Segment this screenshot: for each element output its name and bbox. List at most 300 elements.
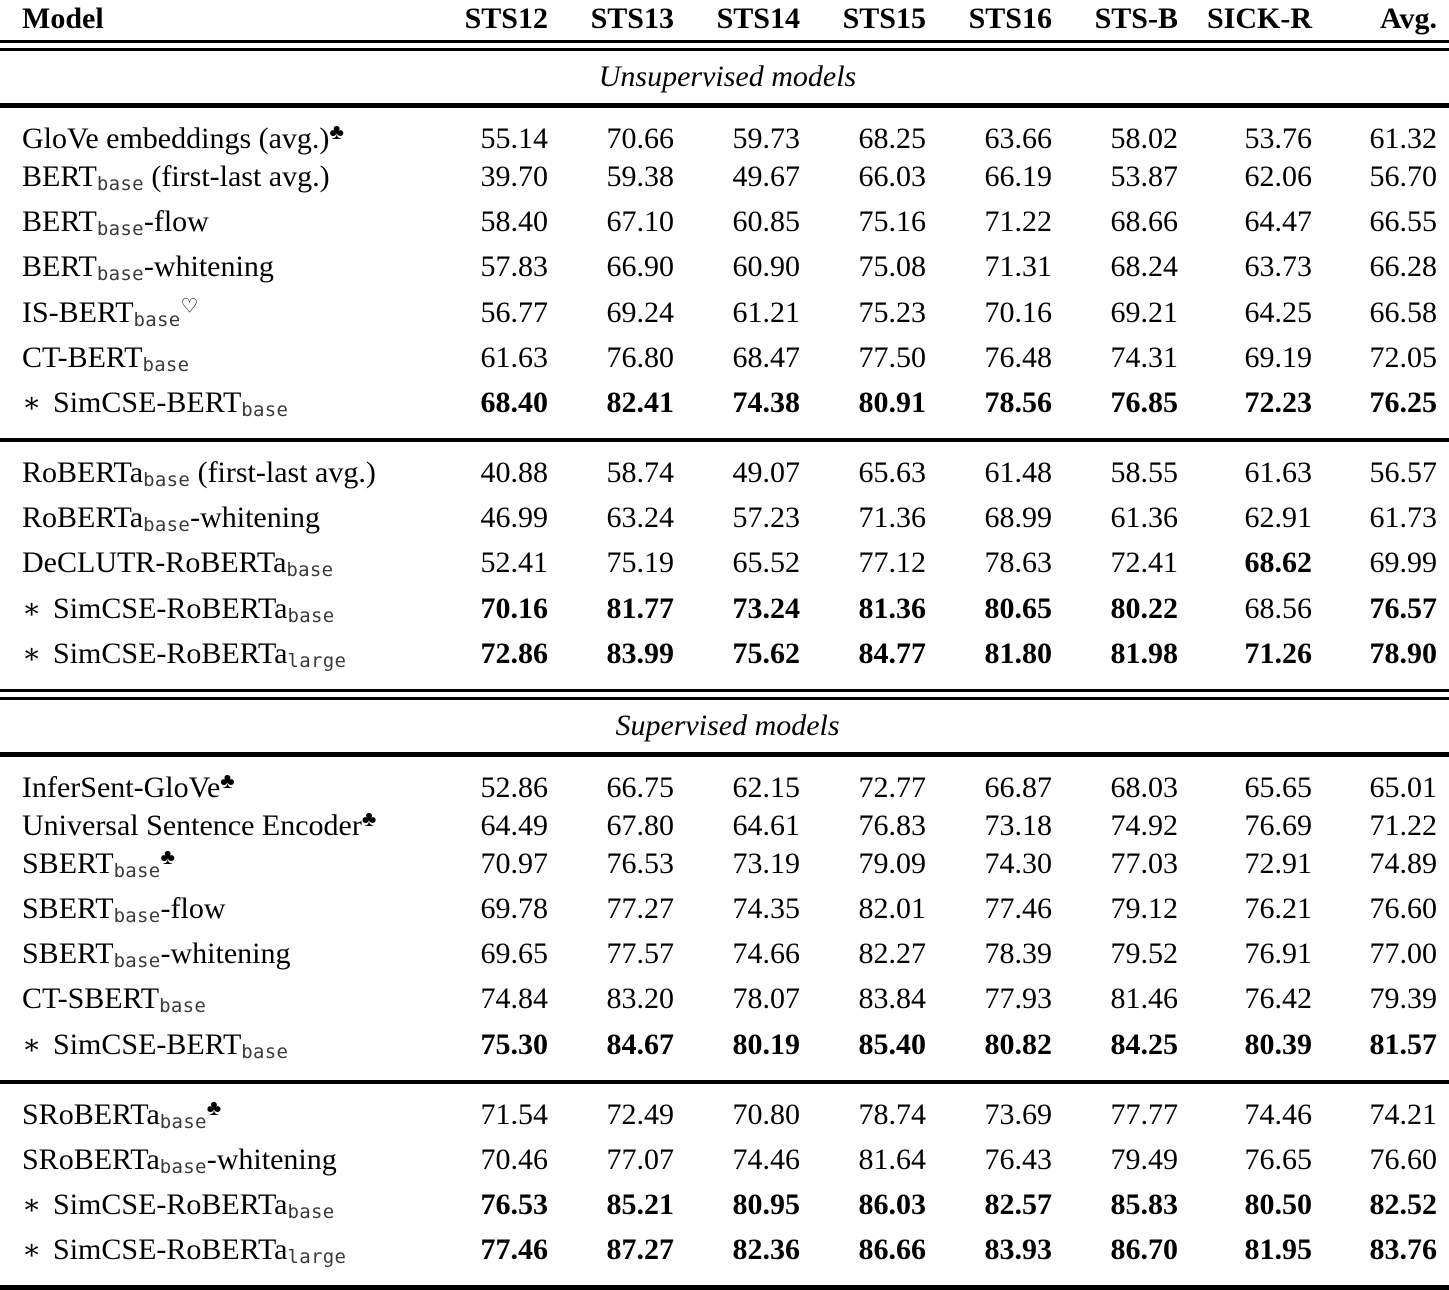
model-name-cell [0, 499, 440, 544]
score-cell-sts12: 55.14 [480, 122, 548, 155]
model-name-text: SBERT [22, 937, 114, 971]
score-cell-sick-r: 72.23 [1244, 385, 1312, 419]
score-cell-sts16: 77.46 [984, 892, 1052, 926]
score-cell-sts16: 78.56 [984, 385, 1052, 419]
score-cell-sts14: 75.62 [732, 636, 800, 670]
heart-marker-icon: ♡ [180, 294, 199, 317]
score-cell-sts-b: 79.52 [1110, 937, 1178, 971]
score-cell-sick-r: 68.56 [1244, 591, 1312, 625]
model-name-text: SRoBERTa [22, 1142, 160, 1176]
score-cell-sts14: 78.07 [732, 982, 800, 1016]
score-cell-sts16: 83.93 [984, 1233, 1052, 1267]
model-size-subscript: base [241, 399, 289, 422]
score-cell-sts15: 79.09 [858, 846, 926, 880]
score-cell-sts-b: 77.77 [1110, 1097, 1178, 1131]
score-cell-avg-: 66.28 [1369, 250, 1437, 284]
score-cell-sts12: 69.78 [480, 892, 548, 926]
model-name-suffix: -flow [160, 892, 226, 926]
score-cell-sts12: 61.63 [480, 340, 548, 374]
section-label-row [0, 51, 1449, 106]
section-bottom-gap-cell [0, 680, 1449, 689]
table-row [0, 769, 1449, 807]
model-name-cell [0, 935, 440, 980]
model-size-subscript: base [159, 995, 207, 1018]
score-cell-sick-r: 53.76 [1244, 122, 1312, 155]
table-row [0, 384, 1449, 429]
score-cell-sts-b: 53.87 [1110, 160, 1178, 193]
score-cell-sts16: 73.18 [984, 808, 1052, 842]
score-cell-sick-r: 63.73 [1244, 250, 1312, 284]
our-model-star-icon: ∗ [22, 387, 49, 419]
table-row [0, 1026, 1449, 1071]
model-name-cell [0, 1186, 440, 1231]
score-cell-sts14: 60.85 [732, 205, 800, 239]
model-name-text: SimCSE-RoBERTa [53, 1188, 288, 1222]
club-marker-icon: ♣ [160, 843, 175, 869]
score-cell-sts-b: 68.66 [1110, 205, 1178, 239]
score-cell-sts16: 66.19 [984, 160, 1052, 193]
score-cell-sts15: 82.01 [858, 892, 926, 926]
model-size-subscript: base [96, 218, 144, 241]
score-cell-sts16: 82.57 [984, 1188, 1052, 1222]
score-cell-sts12: 56.77 [480, 295, 548, 329]
model-name-text: GloVe embeddings (avg.) [22, 122, 330, 155]
model-name-cell [0, 158, 440, 203]
section-top-gap-cell [0, 757, 1449, 769]
score-cell-avg-: 79.39 [1369, 982, 1437, 1016]
score-cell-avg-: 76.60 [1369, 892, 1437, 926]
table-row [0, 635, 1449, 680]
table-row [0, 890, 1449, 935]
section-bottom-gap [0, 680, 1449, 689]
score-cell-sts-b: 81.98 [1110, 636, 1178, 670]
score-cell-sts-b: 77.03 [1110, 846, 1178, 880]
score-cell-sts12: 64.49 [480, 808, 548, 842]
score-cell-sts16: 76.43 [984, 1142, 1052, 1176]
section-bottom-gap-cell [0, 1276, 1449, 1288]
score-cell-sts-b: 76.85 [1110, 385, 1178, 419]
score-cell-sts16: 80.82 [984, 1027, 1052, 1061]
score-cell-sts14: 49.07 [732, 456, 800, 490]
group-gap-below [0, 442, 1449, 454]
score-cell-sts12: 70.16 [480, 591, 548, 625]
model-name-text: DeCLUTR-RoBERTa [22, 546, 287, 580]
table-row [0, 935, 1449, 980]
table-row [0, 339, 1449, 384]
score-cell-sts15: 75.08 [858, 250, 926, 284]
model-name-cell [0, 203, 440, 248]
score-cell-sts12: 58.40 [480, 205, 548, 239]
score-cell-sts16: 78.63 [984, 546, 1052, 580]
model-name-cell [0, 1231, 440, 1276]
score-cell-sts13: 87.27 [606, 1233, 674, 1267]
section-label: Supervised models [615, 708, 840, 742]
score-cell-sts-b: 81.46 [1110, 982, 1178, 1016]
score-cell-sts14: 60.90 [732, 250, 800, 284]
table-row [0, 499, 1449, 544]
model-name-text: SimCSE-RoBERTa [53, 636, 288, 670]
group-gap-below-cell [0, 442, 1449, 454]
score-cell-sts14: 62.15 [732, 770, 800, 804]
model-size-subscript: base [287, 1201, 335, 1224]
score-cell-sts15: 83.84 [858, 982, 926, 1016]
score-cell-avg-: 77.00 [1369, 937, 1437, 971]
model-name-cell [0, 544, 440, 589]
score-cell-sts12: 74.84 [480, 982, 548, 1016]
score-cell-sts14: 73.19 [732, 846, 800, 880]
model-name-cell [0, 384, 440, 429]
model-name-cell [0, 769, 440, 807]
score-cell-sts16: 76.48 [984, 340, 1052, 374]
model-size-subscript: base [96, 263, 144, 286]
score-cell-sts16: 68.99 [984, 501, 1052, 535]
score-cell-sts12: 52.86 [480, 770, 548, 804]
club-marker-icon: ♣ [329, 118, 344, 144]
score-cell-sts12: 68.40 [480, 385, 548, 419]
score-cell-sts14: 64.61 [732, 808, 800, 842]
score-cell-sts12: 70.97 [480, 846, 548, 880]
section-label-row [0, 700, 1449, 755]
model-size-subscript: base [143, 514, 191, 537]
column-header-model: Model [22, 2, 104, 35]
section-double-rule [0, 689, 1449, 700]
score-cell-sts14: 80.95 [732, 1188, 800, 1222]
score-cell-sts13: 76.53 [606, 846, 674, 880]
score-cell-sts-b: 72.41 [1110, 546, 1178, 580]
header-double-rule-cell [0, 40, 1449, 51]
score-cell-sts12: 57.83 [480, 250, 548, 284]
score-cell-sts12: 52.41 [480, 546, 548, 580]
club-marker-icon: ♣ [361, 805, 377, 831]
score-cell-sick-r: 65.65 [1244, 770, 1312, 804]
score-cell-sts14: 82.36 [732, 1233, 800, 1267]
model-size-subscript: base [113, 905, 161, 928]
score-cell-sts16: 80.65 [984, 591, 1052, 625]
score-cell-sts15: 82.27 [858, 937, 926, 971]
score-cell-sts13: 83.20 [606, 982, 674, 1016]
score-cell-sts15: 85.40 [858, 1027, 926, 1061]
model-name-cell [0, 294, 440, 339]
table-row [0, 544, 1449, 589]
score-cell-sts-b: 58.02 [1110, 122, 1178, 155]
column-header-sts13: STS13 [590, 2, 674, 35]
score-cell-sts12: 71.54 [480, 1097, 548, 1131]
model-name-text: SimCSE-RoBERTa [53, 1233, 288, 1267]
section-top-gap-cell [0, 108, 1449, 120]
score-cell-sts12: 40.88 [480, 456, 548, 490]
score-cell-sts-b: 58.55 [1110, 456, 1178, 490]
score-cell-sts15: 75.16 [858, 205, 926, 239]
score-cell-sts14: 73.24 [732, 591, 800, 625]
score-cell-sts13: 63.24 [606, 501, 674, 535]
table-header-row [0, 0, 1449, 40]
model-size-subscript: base [241, 1040, 289, 1063]
score-cell-avg-: 66.55 [1369, 205, 1437, 239]
score-cell-sts-b: 74.92 [1110, 808, 1178, 842]
score-cell-sick-r: 72.91 [1244, 846, 1312, 880]
score-cell-avg-: 61.32 [1369, 122, 1437, 155]
score-cell-avg-: 56.57 [1369, 456, 1437, 490]
score-cell-avg-: 61.73 [1369, 501, 1437, 535]
score-cell-sts13: 76.80 [606, 340, 674, 374]
model-size-subscript: base [159, 1156, 207, 1179]
score-cell-avg-: 74.21 [1369, 1097, 1437, 1131]
model-size-subscript: base [133, 308, 181, 331]
model-size-subscript: base [96, 173, 144, 196]
header-double-rule [0, 40, 1449, 51]
score-cell-sick-r: 68.62 [1244, 546, 1312, 580]
section-top-gap [0, 757, 1449, 769]
score-cell-avg-: 76.25 [1369, 385, 1437, 419]
model-size-subscript: base [113, 950, 161, 973]
table-row [0, 1141, 1449, 1186]
score-cell-sick-r: 69.19 [1244, 340, 1312, 374]
group-gap-above-cell [0, 429, 1449, 440]
score-cell-sick-r: 71.26 [1244, 636, 1312, 670]
score-cell-sts-b: 61.36 [1110, 501, 1178, 535]
score-cell-avg-: 72.05 [1369, 340, 1437, 374]
score-cell-sts13: 83.99 [606, 636, 674, 670]
table-row [0, 294, 1449, 339]
score-cell-sick-r: 62.91 [1244, 501, 1312, 535]
model-name-text: BERT [22, 250, 97, 284]
score-cell-sts12: 46.99 [480, 501, 548, 535]
our-model-star-icon: ∗ [22, 638, 49, 670]
model-size-subscript: base [143, 469, 191, 492]
score-cell-sick-r: 80.50 [1244, 1188, 1312, 1222]
our-model-star-icon: ∗ [22, 1029, 49, 1061]
score-cell-sts14: 65.52 [732, 546, 800, 580]
club-marker-icon: ♣ [206, 1094, 222, 1120]
table-row [0, 120, 1449, 158]
score-cell-sts-b: 86.70 [1110, 1233, 1178, 1267]
score-cell-sick-r: 76.42 [1244, 982, 1312, 1016]
section-label: Unsupervised models [598, 60, 857, 93]
score-cell-sts13: 77.07 [606, 1142, 674, 1176]
score-cell-sts15: 86.03 [858, 1188, 926, 1222]
model-name-cell [0, 980, 440, 1025]
score-cell-sts12: 69.65 [480, 937, 548, 971]
score-cell-sts13: 67.10 [606, 205, 674, 239]
column-header-sts14: STS14 [716, 2, 800, 35]
model-name-text: CT-SBERT [22, 982, 160, 1016]
score-cell-sts14: 61.21 [732, 295, 800, 329]
section-bottom-gap [0, 1276, 1449, 1288]
score-cell-sts15: 77.12 [858, 546, 926, 580]
model-name-cell [0, 845, 440, 890]
score-cell-sts15: 78.74 [858, 1097, 926, 1131]
group-gap-above [0, 1071, 1449, 1082]
score-cell-sts15: 71.36 [858, 501, 926, 535]
score-cell-sts15: 81.64 [858, 1142, 926, 1176]
model-name-cell [0, 1096, 440, 1141]
score-cell-sts12: 76.53 [480, 1188, 548, 1222]
column-header-sick-r: SICK-R [1206, 2, 1312, 35]
score-cell-sts15: 84.77 [858, 636, 926, 670]
score-cell-sts13: 81.77 [606, 591, 674, 625]
score-cell-sick-r: 61.63 [1244, 456, 1312, 490]
score-cell-sts15: 68.25 [858, 122, 926, 155]
group-gap-above-cell [0, 1071, 1449, 1082]
score-cell-sts13: 82.41 [606, 385, 674, 419]
score-cell-avg-: 81.57 [1369, 1027, 1437, 1061]
model-name-text: SBERT [22, 892, 114, 926]
score-cell-sick-r: 76.65 [1244, 1142, 1312, 1176]
model-name-cell [0, 890, 440, 935]
score-cell-sts-b: 68.24 [1110, 250, 1178, 284]
score-cell-sts14: 74.66 [732, 937, 800, 971]
score-cell-sts15: 80.91 [858, 385, 926, 419]
score-cell-sts14: 49.67 [732, 160, 800, 193]
score-cell-sts16: 66.87 [984, 770, 1052, 804]
model-size-subscript: base [113, 860, 161, 883]
model-name-text: CT-BERT [22, 340, 143, 374]
table-row [0, 807, 1449, 845]
score-cell-sts13: 84.67 [606, 1027, 674, 1061]
score-cell-sts16: 71.31 [984, 250, 1052, 284]
score-cell-sts14: 57.23 [732, 501, 800, 535]
score-cell-sts-b: 80.22 [1110, 591, 1178, 625]
model-name-text: SimCSE-BERT [53, 1027, 242, 1061]
score-cell-sts12: 70.46 [480, 1142, 548, 1176]
column-header-sts12: STS12 [464, 2, 548, 35]
score-cell-sts-b: 79.49 [1110, 1142, 1178, 1176]
score-cell-sts16: 70.16 [984, 295, 1052, 329]
score-cell-sts12: 75.30 [480, 1027, 548, 1061]
score-cell-avg-: 76.60 [1369, 1142, 1437, 1176]
score-cell-sts13: 77.27 [606, 892, 674, 926]
score-cell-sts15: 77.50 [858, 340, 926, 374]
model-name-cell [0, 590, 440, 635]
table-row [0, 980, 1449, 1025]
table-row [0, 845, 1449, 890]
score-cell-sts16: 71.22 [984, 205, 1052, 239]
score-cell-sts13: 75.19 [606, 546, 674, 580]
score-cell-sts-b: 79.12 [1110, 892, 1178, 926]
score-cell-sts16: 81.80 [984, 636, 1052, 670]
section-top-gap [0, 108, 1449, 120]
score-cell-sts14: 74.38 [732, 385, 800, 419]
model-name-cell [0, 339, 440, 384]
table-row [0, 1231, 1449, 1276]
model-name-suffix: (first-last avg.) [143, 160, 330, 193]
model-name-cell [0, 120, 440, 158]
model-size-subscript: base [159, 1110, 207, 1133]
score-cell-sts14: 80.19 [732, 1027, 800, 1061]
model-name-suffix: -flow [143, 205, 209, 239]
score-cell-sts13: 66.75 [606, 770, 674, 804]
double-rule-glyph [0, 40, 1449, 51]
score-cell-sts14: 70.80 [732, 1097, 800, 1131]
score-cell-sts12: 39.70 [480, 160, 548, 193]
score-cell-sts-b: 69.21 [1110, 295, 1178, 329]
model-size-subscript: base [287, 604, 335, 627]
score-cell-avg-: 56.70 [1369, 160, 1437, 193]
model-name-text: IS-BERT [22, 295, 134, 329]
our-model-star-icon: ∗ [22, 1190, 49, 1222]
model-name-text: SBERT [22, 846, 114, 880]
score-cell-sts15: 81.36 [858, 591, 926, 625]
model-name-cell [0, 1141, 440, 1186]
model-name-text: SimCSE-RoBERTa [53, 591, 288, 625]
column-header-avg: Avg. [1380, 2, 1437, 35]
score-cell-sts13: 77.57 [606, 937, 674, 971]
score-cell-sts13: 67.80 [606, 808, 674, 842]
table-row [0, 248, 1449, 293]
score-cell-avg-: 65.01 [1369, 770, 1437, 804]
score-cell-sick-r: 76.69 [1244, 808, 1312, 842]
table-row [0, 1186, 1449, 1231]
score-cell-sts12: 72.86 [480, 636, 548, 670]
score-cell-sts15: 76.83 [858, 808, 926, 842]
score-cell-avg-: 71.22 [1369, 808, 1437, 842]
our-model-star-icon: ∗ [22, 593, 49, 625]
score-cell-avg-: 76.57 [1369, 591, 1437, 625]
group-gap-above [0, 429, 1449, 440]
our-model-star-icon: ∗ [22, 1235, 49, 1267]
score-cell-sts14: 59.73 [732, 122, 800, 155]
score-cell-sts14: 74.35 [732, 892, 800, 926]
score-cell-sick-r: 76.21 [1244, 892, 1312, 926]
score-cell-sts-b: 85.83 [1110, 1188, 1178, 1222]
table-row [0, 454, 1449, 499]
model-name-text: BERT [22, 205, 97, 239]
score-cell-sts16: 77.93 [984, 982, 1052, 1016]
model-name-suffix: -whitening [206, 1142, 337, 1176]
score-cell-sts-b: 74.31 [1110, 340, 1178, 374]
model-name-cell [0, 454, 440, 499]
section-double-rule-cell [0, 689, 1449, 700]
score-cell-sts13: 69.24 [606, 295, 674, 329]
score-cell-sts13: 72.49 [606, 1097, 674, 1131]
model-name-text: SimCSE-BERT [53, 385, 242, 419]
double-rule-glyph [0, 689, 1449, 700]
club-marker-icon: ♣ [220, 767, 235, 793]
score-cell-avg-: 74.89 [1369, 846, 1437, 880]
model-name-suffix: -whitening [190, 501, 321, 535]
score-cell-sts13: 85.21 [606, 1188, 674, 1222]
model-name-suffix: -whitening [143, 250, 274, 284]
score-cell-avg-: 83.76 [1369, 1233, 1437, 1267]
score-cell-avg-: 82.52 [1369, 1188, 1437, 1222]
score-cell-sts14: 68.47 [732, 340, 800, 374]
model-name-text: SRoBERTa [22, 1097, 160, 1131]
column-header-sts16: STS16 [968, 2, 1052, 35]
score-cell-avg-: 78.90 [1369, 636, 1437, 670]
table-row [0, 203, 1449, 248]
score-cell-sick-r: 80.39 [1244, 1027, 1312, 1061]
table-row [0, 1096, 1449, 1141]
model-name-text: BERT [22, 160, 97, 193]
model-name-suffix: -whitening [160, 937, 291, 971]
score-cell-sts16: 63.66 [984, 122, 1052, 155]
score-cell-avg-: 66.58 [1369, 295, 1437, 329]
score-cell-sick-r: 76.91 [1244, 937, 1312, 971]
column-header-sts15: STS15 [842, 2, 926, 35]
score-cell-sts12: 77.46 [480, 1233, 548, 1267]
score-cell-sick-r: 64.47 [1244, 205, 1312, 239]
score-cell-sts15: 75.23 [858, 295, 926, 329]
score-cell-sts-b: 84.25 [1110, 1027, 1178, 1061]
score-cell-sts14: 74.46 [732, 1142, 800, 1176]
table-row [0, 158, 1449, 203]
score-cell-sts15: 72.77 [858, 770, 926, 804]
score-cell-sts16: 61.48 [984, 456, 1052, 490]
score-cell-sick-r: 74.46 [1244, 1097, 1312, 1131]
score-cell-sts16: 73.69 [984, 1097, 1052, 1131]
score-cell-sick-r: 62.06 [1244, 160, 1312, 193]
score-cell-sts13: 66.90 [606, 250, 674, 284]
